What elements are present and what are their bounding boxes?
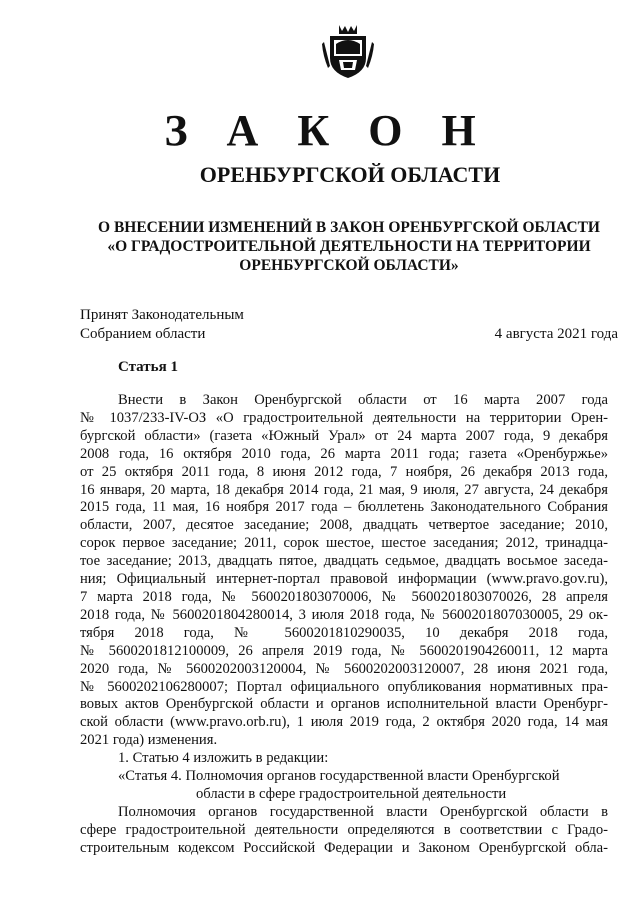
adoption-line: Собранием области: [80, 326, 206, 342]
text-line: сфере градостроительной деятельности определяются в соответствии с Градо-: [80, 821, 608, 838]
text-line: 2015 года, 11 мая, 16 ноября 2017 года – бюллетень Законодательного Собрания: [80, 499, 608, 516]
adoption-line: Принят Законодательным: [80, 307, 244, 323]
text-line: «Статья 4. Полномочия органов государственной власти Оренбургской: [118, 768, 560, 785]
text-line: строительным кодексом Российской Федерации и Законом Оренбургской обла-: [80, 839, 608, 856]
text-line: от 25 октября 2011 года, 8 июня 2012 года, 7 ноября, 26 декабря 2013 года,: [80, 463, 608, 480]
subject-line: О ВНЕСЕНИИ ИЗМЕНЕНИЙ В ЗАКОН ОРЕНБУРГСКОЙ ОБЛАСТИ: [98, 219, 600, 236]
text-line: ской области (www.pravo.orb.ru), 1 июля 2019 года, 2 октября 2020 года, 14 мая: [80, 714, 608, 731]
text-line: вовых актов Оренбургской области и органов исполнительной власти Оренбург-: [80, 696, 608, 713]
text-line: 2021 года) изменения.: [80, 732, 218, 749]
text-line: № 1037/233-IV-ОЗ «О градостроительной деятельности на территории Орен-: [80, 409, 608, 426]
text-line: бургской области» (газета «Южный Урал» от 24 марта 2007 года, 9 декабря: [80, 427, 608, 444]
coat-of-arms-icon: [322, 22, 374, 80]
text-line: 7 марта 2018 года, № 5600201803070006, № 5600201803070026, 28 апреля: [80, 588, 608, 605]
text-line: Полномочия органов государственной власти Оренбургской области в: [118, 803, 608, 820]
subject-line: «О ГРАДОСТРОИТЕЛЬНОЙ ДЕЯТЕЛЬНОСТИ НА ТЕРРИТОРИИ: [107, 238, 591, 255]
text-line: тября 2018 года, № 5600201810290035, 10 декабря 2018 года,: [80, 624, 608, 641]
text-line: ния; Официальный интернет-портал правовой информации (www.pravo.gov.ru),: [80, 571, 608, 588]
text-line: № 5600201812100009, 26 апреля 2019 года, № 5600201904260011, 12 марта: [80, 642, 608, 659]
text-line: области в сфере градостроительной деятельности: [196, 785, 507, 802]
article-body: [80, 392, 608, 858]
text-line: 16 января, 20 марта, 18 декабря 2014 года, 21 мая, 9 июля, 27 августа, 24 декабря: [80, 481, 608, 498]
adoption-body: [80, 306, 244, 344]
text-line: № 5600202106280007; Портал официального опубликования нормативных пра-: [80, 678, 608, 695]
region-title: ОРЕНБУРГСКОЙ ОБЛАСТИ: [199, 162, 501, 187]
text-line: Внести в Закон Оренбургской области от 16 марта 2007 года: [118, 392, 608, 408]
adoption-date: 4 августа 2021 года: [494, 326, 618, 342]
text-line: тое заседание; 2013, двадцать пятое, двадцать седьмое, двадцать восьмое заседа-: [80, 553, 608, 570]
subject-line: ОРЕНБУРГСКОЙ ОБЛАСТИ»: [239, 257, 459, 274]
text-line: 2018 года, № 5600201804280014, 3 июля 2018 года, № 5600201807030005, 29 ок-: [80, 606, 608, 623]
text-line: сорок первое заседание; 2011, сорок шестое, шестое заседания; 2012, тринадца-: [80, 535, 608, 552]
law-subject: [80, 218, 618, 275]
text-line: 1. Статью 4 изложить в редакции:: [118, 750, 329, 767]
text-line: 2008 года, 16 октября 2010 года, 26 марта 2011 года; газета «Оренбуржье»: [80, 445, 608, 462]
text-line: 2020 года, № 5600202003120004, № 5600202003120007, 28 июня 2021 года,: [80, 660, 608, 677]
text-line: области, 2007, десятое заседание; 2008, двадцать четвертое заседание; 2010,: [80, 517, 608, 534]
article-heading: Статья 1: [118, 359, 178, 375]
law-title: З А К О Н: [164, 106, 490, 155]
